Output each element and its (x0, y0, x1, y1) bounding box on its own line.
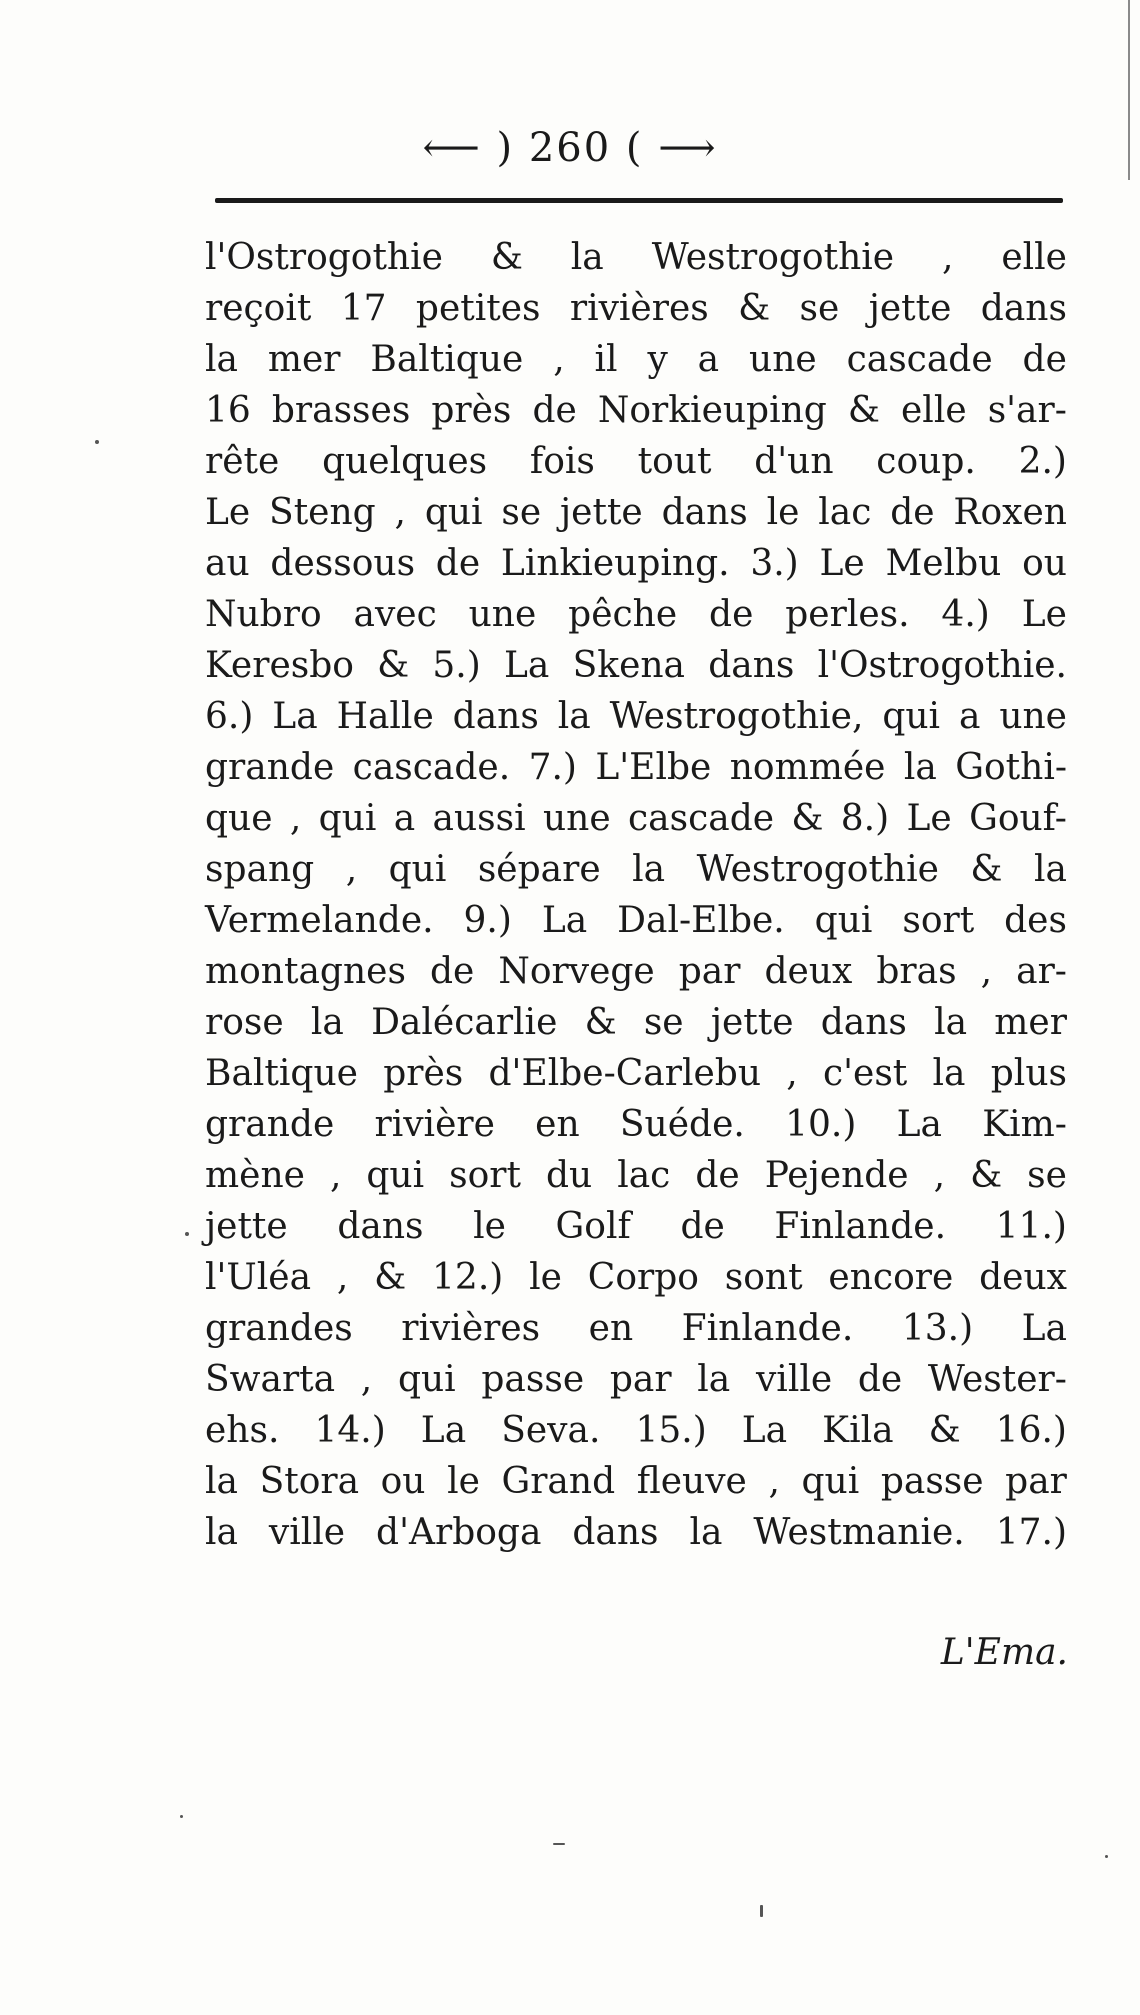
word: passe (481, 1359, 585, 1400)
word: dans (572, 1512, 659, 1553)
text-line (205, 436, 1067, 487)
word: 3.) (750, 543, 799, 584)
text-line (205, 1405, 1067, 1456)
text-line (205, 1354, 1067, 1405)
word: La (1021, 1308, 1067, 1349)
word: , (360, 1359, 373, 1400)
word: la (1033, 849, 1067, 890)
word: spang (205, 849, 315, 890)
word: L'Elbe (595, 747, 712, 788)
word: La (896, 1104, 942, 1145)
word: la (903, 747, 937, 788)
word: Swarta (205, 1359, 336, 1400)
word: rivière (374, 1104, 495, 1145)
word: le (447, 1461, 480, 1502)
word: ehs. (205, 1410, 280, 1451)
word: dans (661, 492, 748, 533)
word: Norvege (498, 951, 655, 992)
word: Suéde. (619, 1104, 745, 1145)
word: 17 (340, 288, 387, 329)
word: Linkieuping. (500, 543, 730, 584)
word: du (545, 1155, 593, 1196)
word: sort (449, 1155, 521, 1196)
word: rivières (569, 288, 709, 329)
word: de (429, 951, 475, 992)
word: Le (1021, 594, 1067, 635)
word: & (738, 288, 771, 329)
word: l'Uléa (205, 1257, 312, 1298)
word: en (535, 1104, 580, 1145)
word: la (934, 1002, 968, 1043)
word: brasses (271, 390, 411, 431)
word: 4.) (941, 594, 990, 635)
word: Keresbo (205, 645, 354, 686)
word: 11.) (995, 1206, 1067, 1247)
word: & (791, 798, 824, 839)
word: 13.) (901, 1308, 974, 1349)
word: Westrogothie (651, 237, 895, 278)
word: jette (710, 1002, 794, 1043)
word: Halle (336, 696, 434, 737)
word: Le (819, 543, 865, 584)
text-line (205, 1150, 1067, 1201)
word: l'Ostrogothie (205, 237, 443, 278)
word: coup. (876, 441, 976, 482)
text-line (205, 1303, 1067, 1354)
text-line (205, 1456, 1067, 1507)
word: la (570, 237, 604, 278)
word: Nubro (205, 594, 322, 635)
word: jette (205, 1206, 288, 1247)
word: cascade (846, 339, 993, 380)
word: sort (902, 900, 975, 941)
word: & (377, 645, 410, 686)
word: & (584, 1002, 617, 1043)
body-text (205, 232, 1067, 1558)
word: se (643, 1002, 684, 1043)
word: qui (318, 798, 377, 839)
word: La (420, 1410, 467, 1451)
word: se (1027, 1155, 1067, 1196)
word: passe (880, 1461, 984, 1502)
word: près (383, 1053, 464, 1094)
word: dans (337, 1206, 424, 1247)
word: , (553, 339, 565, 380)
word: la (310, 1002, 344, 1043)
word: qui (814, 900, 873, 941)
word: Le (205, 492, 251, 533)
word: par (1005, 1461, 1067, 1502)
word: rête (205, 441, 280, 482)
word: Finlande. (774, 1206, 947, 1247)
word: près (431, 390, 512, 431)
text-line (205, 1507, 1067, 1558)
text-line (205, 538, 1067, 589)
word: la (932, 1053, 966, 1094)
word: de (695, 1155, 740, 1196)
word: elle (901, 390, 967, 431)
text-line (205, 1252, 1067, 1303)
word: & (847, 390, 880, 431)
word: 5.) (432, 645, 481, 686)
word: , (345, 849, 358, 890)
word: Gouf- (969, 798, 1067, 839)
word: d'un (754, 441, 834, 482)
word: la (632, 849, 666, 890)
word: deux (979, 1257, 1067, 1298)
word: qui (388, 849, 447, 890)
word: Norkieuping (597, 390, 827, 431)
word: qui (801, 1461, 860, 1502)
page-header-text: ⟵ ) 260 ( ⟶ (422, 125, 718, 171)
word: , (329, 1155, 342, 1196)
word: Kim- (982, 1104, 1067, 1145)
word: Roxen (953, 492, 1067, 533)
text-line (205, 334, 1067, 385)
word: ar- (1016, 951, 1067, 992)
word: dans (980, 288, 1067, 329)
word: ou (1022, 543, 1067, 584)
word: , (394, 492, 406, 533)
word: c'est (822, 1053, 908, 1094)
word: avec (353, 594, 437, 635)
word: de (709, 594, 754, 635)
word: Baltique (370, 339, 524, 380)
word: qui (397, 1359, 456, 1400)
word: par (609, 1359, 672, 1400)
word: lac (818, 492, 872, 533)
word: Steng (269, 492, 376, 533)
word: rose (205, 1002, 284, 1043)
text-line (205, 232, 1067, 283)
word: Westrogothie, (609, 696, 864, 737)
word: 7.) (528, 747, 577, 788)
paper-speck (185, 1232, 189, 1236)
word: Stora (259, 1461, 360, 1502)
word: l'Ostrogothie. (817, 645, 1067, 686)
catchword: L'Ema. (940, 1632, 1068, 1673)
word: en (588, 1308, 634, 1349)
word: de (532, 390, 577, 431)
word: Le (906, 798, 952, 839)
paper-speck (760, 1905, 763, 1917)
word: de (890, 492, 935, 533)
word: le (766, 492, 800, 533)
text-line (205, 793, 1067, 844)
word: Pejende (764, 1155, 909, 1196)
word: le (529, 1257, 562, 1298)
word: Skena (572, 645, 686, 686)
word: 8.) (840, 798, 890, 839)
word: fois (529, 441, 595, 482)
word: La (504, 645, 550, 686)
word: 10.) (785, 1104, 857, 1145)
word: pêche (568, 594, 678, 635)
word: 16.) (995, 1410, 1067, 1451)
word: 15.) (635, 1410, 707, 1451)
paper-speck (1105, 1855, 1108, 1858)
word: il (594, 339, 618, 380)
word: 12.) (432, 1257, 504, 1298)
word: plus (990, 1053, 1067, 1094)
word: grande (205, 747, 335, 788)
word: sont (724, 1257, 803, 1298)
text-line (205, 997, 1067, 1048)
word: jette (868, 288, 952, 329)
word: la (205, 1512, 238, 1553)
text-line (205, 742, 1067, 793)
running-head (0, 125, 1140, 171)
word: le (473, 1206, 506, 1247)
text-line (205, 946, 1067, 997)
word: cascade. (352, 747, 511, 788)
word: & (970, 1155, 1003, 1196)
word: qui (882, 696, 941, 737)
word: Golf (555, 1206, 631, 1247)
word: d'Arboga (376, 1512, 542, 1553)
word: 2.) (1018, 441, 1067, 482)
word: , (336, 1257, 349, 1298)
word: de (435, 543, 481, 584)
word: 9.) (463, 900, 512, 941)
word: Corpo (587, 1257, 699, 1298)
word: La (541, 900, 588, 941)
word: dans (708, 645, 795, 686)
word: la (689, 1512, 723, 1553)
word: de (857, 1359, 903, 1400)
word: & (490, 237, 523, 278)
word: bras (876, 951, 957, 992)
word: Baltique (205, 1053, 358, 1094)
text-line (205, 385, 1067, 436)
word: grandes (205, 1308, 353, 1349)
word: Gothi- (955, 747, 1067, 788)
word: la (205, 1461, 238, 1502)
word: Finlande. (681, 1308, 854, 1349)
word: cascade (628, 798, 775, 839)
word: reçoit (205, 288, 312, 329)
word: , (768, 1461, 780, 1502)
word: qui (366, 1155, 425, 1196)
word: Westmanie. (753, 1512, 965, 1553)
text-line (205, 283, 1067, 334)
paper-speck (95, 440, 99, 444)
word: ville (755, 1359, 833, 1400)
word: ou (380, 1461, 426, 1502)
word: petites (415, 288, 541, 329)
word: la (697, 1359, 731, 1400)
word: dessous (270, 543, 416, 584)
word: qui (424, 492, 483, 533)
word: encore (828, 1257, 954, 1298)
word: sépare (477, 849, 601, 890)
word: a (697, 339, 720, 380)
word: deux (764, 951, 853, 992)
word: la (557, 696, 591, 737)
word: Dal-Elbe. (617, 900, 785, 941)
word: Wester- (927, 1359, 1067, 1400)
word: , (941, 237, 954, 278)
paper-speck (553, 1843, 565, 1845)
word: , (786, 1053, 798, 1094)
paper-speck (180, 1815, 183, 1818)
word: Kila (822, 1410, 894, 1451)
word: Seva. (501, 1410, 601, 1451)
word: Melbu (885, 543, 1002, 584)
word: a (393, 798, 416, 839)
word: que (205, 798, 273, 839)
text-line (205, 691, 1067, 742)
text-line (205, 487, 1067, 538)
word: & (970, 849, 1003, 890)
word: jette (560, 492, 643, 533)
word: 14.) (314, 1410, 386, 1451)
text-line (205, 1048, 1067, 1099)
word: nommée (729, 747, 886, 788)
word: de (680, 1206, 725, 1247)
word: dans (820, 1002, 907, 1043)
header-rule (215, 198, 1063, 203)
word: grande (205, 1104, 335, 1145)
text-line (205, 1099, 1067, 1150)
word: montagnes (205, 951, 406, 992)
word: a (958, 696, 981, 737)
word: une (999, 696, 1067, 737)
word: lac (617, 1155, 671, 1196)
word: se (799, 288, 840, 329)
text-line (205, 895, 1067, 946)
word: des (1004, 900, 1067, 941)
word: 16 (205, 390, 251, 431)
text-line (205, 844, 1067, 895)
word: de (1022, 339, 1067, 380)
text-line (205, 640, 1067, 691)
word: Vermelande. (205, 900, 434, 941)
word: La (741, 1410, 788, 1451)
word: rivières (401, 1308, 541, 1349)
text-line (205, 589, 1067, 640)
word: se (501, 492, 542, 533)
word: la (205, 339, 238, 380)
word: au (205, 543, 250, 584)
word: ville (268, 1512, 346, 1553)
word: une (468, 594, 537, 635)
word: dans (452, 696, 539, 737)
word: par (678, 951, 741, 992)
word: mer (267, 339, 341, 380)
word: 6.) (205, 696, 254, 737)
word: La (272, 696, 318, 737)
word: s'ar- (987, 390, 1067, 431)
word: fleuve (636, 1461, 747, 1502)
word: & (928, 1410, 961, 1451)
word: Westrogothie (696, 849, 939, 890)
word: mer (994, 1002, 1067, 1043)
word: aussi (432, 798, 526, 839)
word: y (647, 339, 668, 380)
word: elle (1001, 237, 1067, 278)
word: , (289, 798, 302, 839)
word: une (749, 339, 817, 380)
word: Dalécarlie (371, 1002, 558, 1043)
word: quelques (322, 441, 488, 482)
word: mène (205, 1155, 305, 1196)
word: tout (637, 441, 712, 482)
word: , (980, 951, 993, 992)
word: d'Elbe-Carlebu (488, 1053, 762, 1094)
word: une (542, 798, 611, 839)
word: , (933, 1155, 946, 1196)
word: Grand (501, 1461, 616, 1502)
text-line (205, 1201, 1067, 1252)
word: perles. (785, 594, 910, 635)
word: & (374, 1257, 407, 1298)
word: 17.) (995, 1512, 1067, 1553)
